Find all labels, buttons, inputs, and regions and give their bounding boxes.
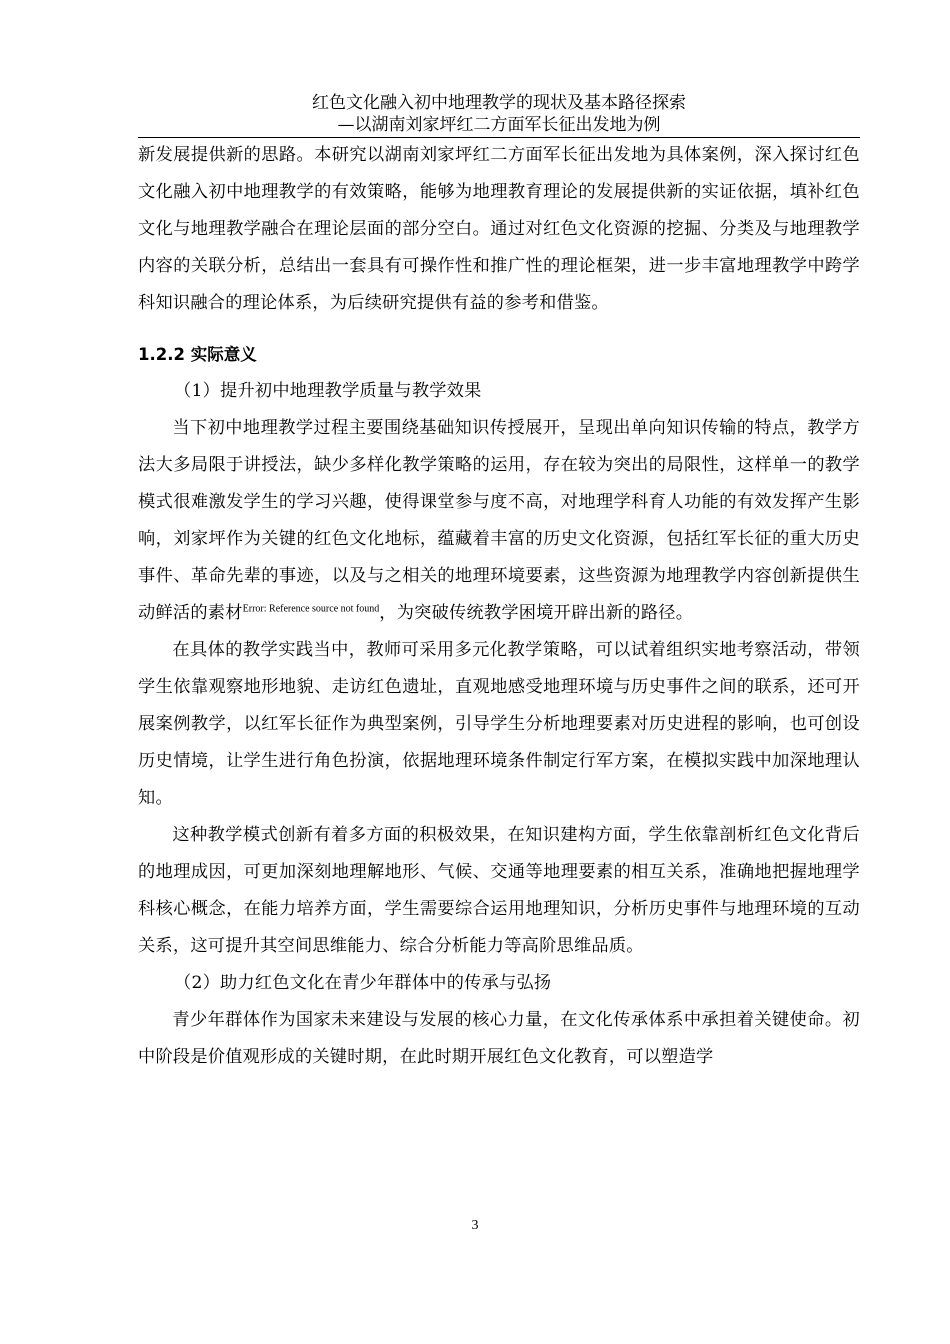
subheading-1: （1）提升初中地理教学质量与教学效果 <box>174 381 482 401</box>
page-body <box>138 137 860 1076</box>
paragraph-4: 这种教学模式创新有着多方面的积极效果，在知识建构方面，学生依靠剖析红色文化背后的地理成因，可更加深刻地理解地形、气候、交通等地理要素的相互关系，准确地把握地理学科核心概念，在能力培养方面，学生需要综合运用地理知识，分析历史事件与地理环境的互动关系，这可提升其空间思维能力、综合分析能力等高阶思维品质。 <box>138 825 860 956</box>
section-heading <box>138 336 860 373</box>
paragraph-3: 在具体的教学实践当中，教师可采用多元化教学策略，可以试着组织实地考察活动，带领学生依靠观察地形地貌、走访红色遗址，直观地感受地理环境与历史事件之间的联系，还可开展案例教学，以红军长征作为典型案例，引导学生分析地理要素对历史进程的影响，也可创设历史情境，让学生进行角色扮演，依据地理环境条件制定行军方案，在模拟实践中加深地理认知。 <box>138 640 860 808</box>
paragraph-2 <box>138 410 860 632</box>
running-header <box>138 92 860 136</box>
header-title-line1: 红色文化融入初中地理教学的现状及基本路径探索 <box>312 93 686 113</box>
page-number: 3 <box>471 1218 479 1233</box>
citation-error: Error: Reference source not found <box>242 603 380 615</box>
paragraph-2-text: 当下初中地理教学过程主要围绕基础知识传授展开，呈现出单向知识传输的特点，教学方法大多局限于讲授法，缺少多样化教学策略的运用，存在较为突出的局限性，这样单一的教学模式很难激发学生的学习兴趣，使得课堂参与度不高，对地理学科育人功能的有效发挥产生影响，刘家坪作为关键的红色文化地标，蕴藏着丰富的历史文化资源，包括红军长征的重大历史事件、革命先辈的事迹，以及与之相关的地理环境要素，这些资源为地理教学内容创新提供生动鲜活的素材 <box>138 418 860 623</box>
paragraph-2-tail: ，为突破传统教学困境开辟出新的路径。 <box>379 603 694 623</box>
subheading-2: （2）助力红色文化在青少年群体中的传承与弘扬 <box>174 973 552 993</box>
section-heading-text: 1.2.2 实际意义 <box>138 345 257 364</box>
header-title-line2: —以湖南刘家坪红二方面军长征出发地为例 <box>337 115 661 135</box>
paragraph-continuation: 新发展提供新的思路。本研究以湖南刘家坪红二方面军长征出发地为具体案例，深入探讨红色文化融入初中地理教学的有效策略，能够为地理教育理论的发展提供新的实证依据，填补红色文化与地理教学融合在理论层面的部分空白。通过对红色文化资源的挖掘、分类及与地理教学内容的关联分析，总结出一套具有可操作性和推广性的理论框架，进一步丰富地理教学中跨学科知识融合的理论体系，为后续研究提供有益的参考和借鉴。 <box>138 145 860 313</box>
paragraph-5: 青少年群体作为国家未来建设与发展的核心力量，在文化传承体系中承担着关键使命。初中阶段是价值观形成的关键时期，在此时期开展红色文化教育，可以塑造学 <box>138 1010 860 1067</box>
